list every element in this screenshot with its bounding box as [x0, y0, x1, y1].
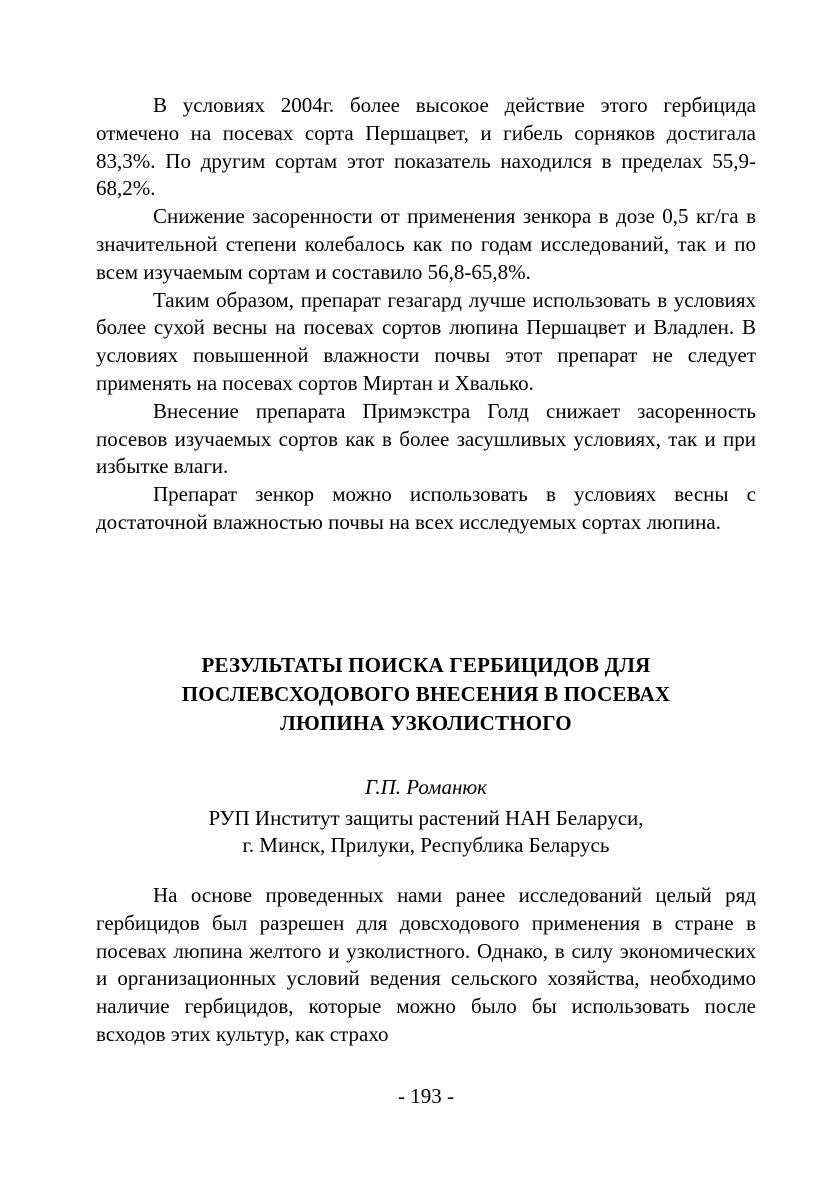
- page-number: - 193 -: [398, 1084, 454, 1108]
- article-intro-block: [96, 882, 756, 1049]
- paragraph-zenkor-reduction: Снижение засоренности от применения зенкора в дозе 0,5 кг/га в значительной степени колебалось как по годам исследований, так и по всем изучаемым сортам и составило 56,8-65,8%.: [96, 204, 756, 284]
- paragraph-gerbicide-2004: В условиях 2004г. более высокое действие этого гербицида отмечено на посевах сорта Першацвет, и гибель сорняков достигала 83,3%. По другим сортам этот показатель находился в пределах 55,9-68,2%.: [96, 93, 756, 201]
- article-intro-paragraph: На основе проведенных нами ранее исследований целый ряд гербицидов был разрешен для довсходового применения в стране в посевах люпина желтого и узколистного. Однако, в силу экономических и организационных условий ведения сельского хозяйства, необходимо наличие гербицидов, которые можно было бы использовать после всходов этих культур, как страхо: [96, 883, 756, 1046]
- article-author: Г.П. Романюк: [364, 775, 487, 799]
- article-title-line-3: ЛЮПИНА УЗКОЛИСТНОГО: [280, 711, 572, 735]
- article-title-line-2: ПОСЛЕВСХОДОВОГО ВНЕСЕНИЯ В ПОСЕВАХ: [181, 682, 671, 706]
- paragraph-zenkor-conclusion: Препарат зенкор можно использовать в условиях весны с достаточной влажностью почвы на всех исследуемых сортах люпина.: [96, 482, 756, 534]
- affiliation-line-1: РУП Институт защиты растений НАН Беларуси,: [208, 806, 644, 830]
- paragraph-primextra-gold: Внесение препарата Примэкстра Голд снижает засоренность посевов изучаемых сортов как в более засушливых условиях, так и при избытке влаги.: [96, 398, 756, 479]
- affiliation-line-2: г. Минск, Прилуки, Республика Беларусь: [242, 833, 610, 857]
- article-title: [96, 651, 756, 738]
- article-title-line-1: РЕЗУЛЬТАТЫ ПОИСКА ГЕРБИЦИДОВ ДЛЯ: [201, 653, 651, 677]
- continued-text-block: [96, 92, 756, 537]
- paragraph-gezagard-conclusion: Таким образом, препарат гезагард лучше использовать в условиях более сухой весны на посевах сортов люпина Першацвет и Владлен. В условиях повышенной влажности почвы этот препарат не следует применять на посевах сортов Миртан и Хвалько.: [96, 287, 756, 395]
